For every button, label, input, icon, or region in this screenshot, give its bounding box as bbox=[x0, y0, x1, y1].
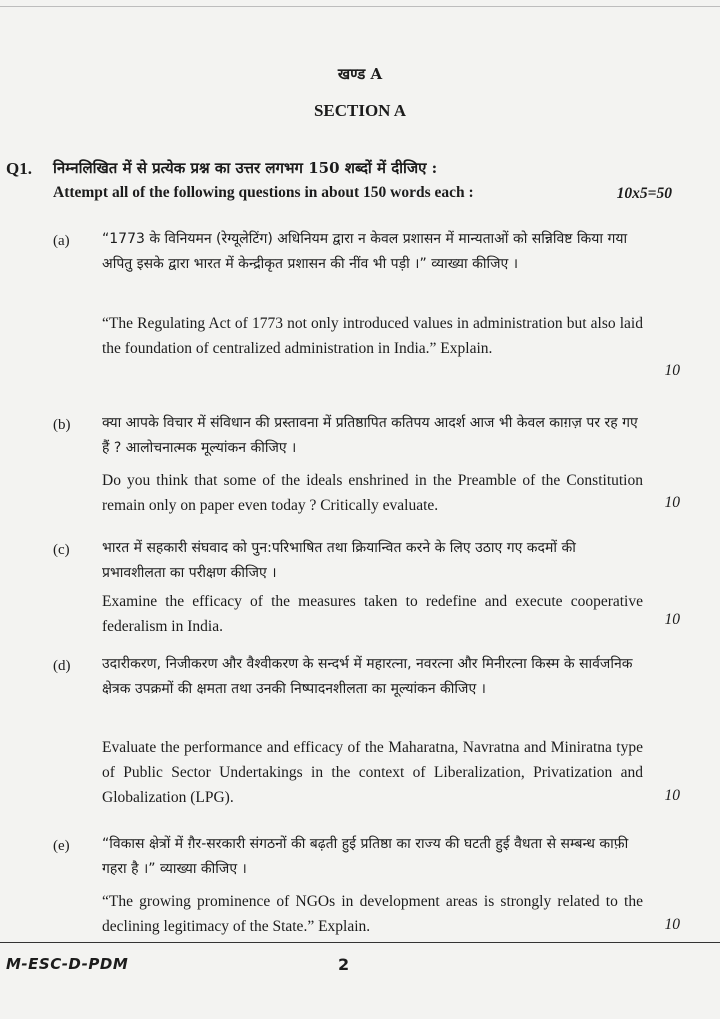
part-b-marks: 10 bbox=[664, 494, 680, 511]
part-c-english: Examine the efficacy of the measures taken to redefine and execute cooperative federalism in India. bbox=[102, 593, 643, 635]
question-instruction-hindi: निम्नलिखित में से प्रत्येक प्रश्न का उत्तर लगभग 150 शब्दों में दीजिए : bbox=[53, 159, 438, 177]
part-d-marks: 10 bbox=[664, 787, 680, 804]
page-number: 2 bbox=[338, 955, 350, 974]
part-b-english: Do you think that some of the ideals enshrined in the Preamble of the Constitution remain only on paper even today ? Critically evaluate. bbox=[102, 472, 643, 514]
footer-divider bbox=[0, 942, 720, 943]
part-d-english: Evaluate the performance and efficacy of the Maharatna, Navratna and Miniratna type of Public Sector Undertakings in the context of Liberalization, Privatization and Globalization (LPG). bbox=[102, 739, 643, 806]
part-a-english: “The Regulating Act of 1773 not only introduced values in administration but also laid the foundation of centralized administration in India.” Explain. bbox=[102, 315, 643, 357]
part-d-hindi: उदारीकरण, निजीकरण और वैश्वीकरण के सन्दर्भ में महारत्ना, नवरत्ना और मिनीरत्ना किस्म के सार्वजनिक क्षेत्रक उपक्रमों की क्षमता तथा उनकी निष्पादनशीलता का मूल्यांकन कीजिए । bbox=[102, 656, 633, 697]
part-a-marks: 10 bbox=[664, 362, 680, 379]
question-instruction: Attempt all of the following questions in about 150 words each : bbox=[53, 184, 474, 201]
part-e-english: “The growing prominence of NGOs in development areas is strongly related to the declining legitimacy of the State.” Explain. bbox=[102, 893, 643, 935]
question-number: Q1. bbox=[6, 159, 32, 178]
part-label-b: (b) bbox=[53, 417, 71, 433]
part-e-marks: 10 bbox=[664, 916, 680, 933]
part-c-marks: 10 bbox=[664, 611, 680, 628]
question-total-marks: 10x5=50 bbox=[616, 185, 672, 202]
section-title-hindi: खण्ड A bbox=[337, 65, 383, 83]
part-e-hindi: “विकास क्षेत्रों में ग़ैर-सरकारी संगठनों की बढ़ती हुई प्रतिष्ठा का राज्य की घटती हुई वैधता से सम्बन्ध काफ़ी गहरा है ।” व्याख्या कीजिए । bbox=[102, 836, 629, 877]
part-label-a: (a) bbox=[53, 233, 70, 249]
top-border bbox=[0, 6, 720, 7]
part-c-hindi: भारत में सहकारी संघवाद को पुन:परिभाषित तथा क्रियान्वित करने के लिए उठाए गए कदमों की प्रभावशीलता का परीक्षण कीजिए । bbox=[102, 540, 576, 581]
part-label-d: (d) bbox=[53, 658, 71, 674]
paper-code: M-ESC-D-PDM bbox=[6, 955, 129, 973]
part-label-e: (e) bbox=[53, 838, 70, 854]
part-a-hindi: “1773 के विनियमन (रेग्यूलेटिंग) अधिनियम द्वारा न केवल प्रशासन में मान्यताओं को सन्निविष्ट किया गया अपितु इसके द्वारा भारत में केन्द्रीकृत प्रशासन की नींव भी पड़ी ।” व्याख्या कीजिए । bbox=[102, 231, 628, 272]
part-b-hindi: क्या आपके विचार में संविधान की प्रस्तावना में प्रतिष्ठापित कतिपय आदर्श आज भी केवल काग़ज़ पर रह गए हैं ? आलोचनात्मक मूल्यांकन कीजिए । bbox=[102, 415, 638, 456]
part-label-c: (c) bbox=[53, 542, 70, 558]
section-title: SECTION A bbox=[313, 101, 407, 120]
